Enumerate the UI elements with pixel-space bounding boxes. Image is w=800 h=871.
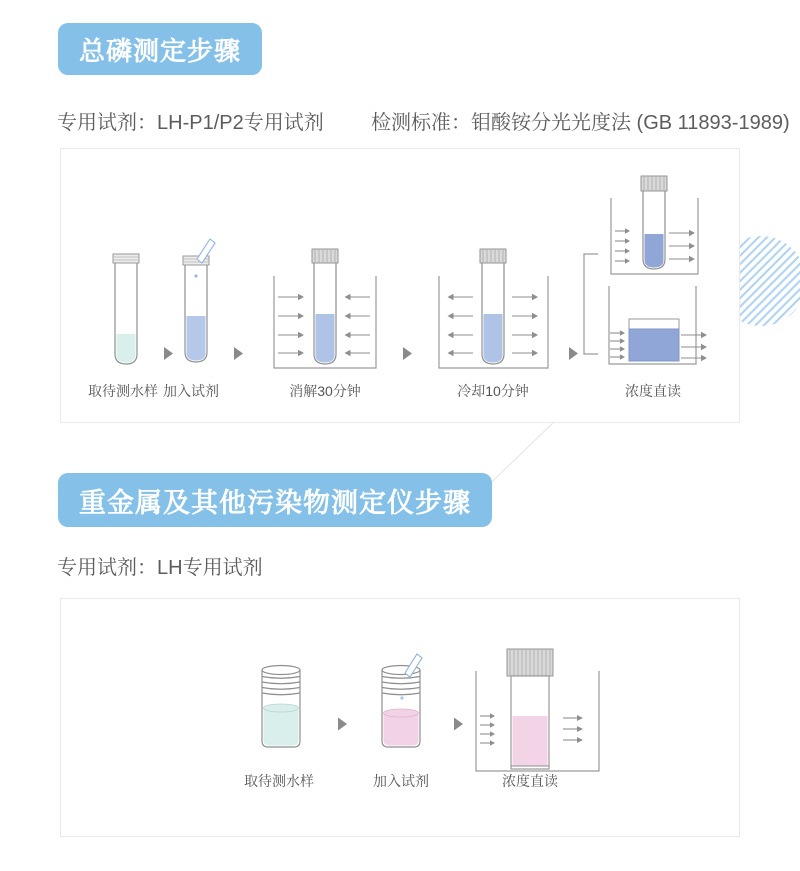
test-tube-sample bbox=[113, 254, 139, 364]
cooling-beaker bbox=[439, 249, 548, 368]
readout-cuvette-device bbox=[609, 286, 707, 364]
step-arrow-icon bbox=[454, 718, 463, 731]
step-label: 浓度直读 bbox=[502, 773, 558, 789]
bracket bbox=[584, 254, 598, 354]
procedure-diagram-heavy-metals bbox=[61, 599, 739, 836]
step-label: 加入试剂 bbox=[373, 773, 429, 789]
jar-sample bbox=[262, 666, 300, 748]
section-title-total-phosphorus: 总磷测定步骤 bbox=[58, 23, 262, 75]
step-label: 消解30分钟 bbox=[289, 383, 361, 399]
step-label: 浓度直读 bbox=[625, 383, 681, 399]
test-tube-reagent bbox=[183, 239, 215, 362]
step-label: 取待测水样 bbox=[88, 383, 158, 399]
step-label: 加入试剂 bbox=[163, 383, 219, 399]
step-arrow-icon bbox=[234, 347, 243, 360]
procedure-diagram-total-phosphorus bbox=[61, 149, 739, 422]
section-title-heavy-metals: 重金属及其他污染物测定仪步骤 bbox=[58, 473, 492, 527]
step-label: 取待测水样 bbox=[244, 773, 314, 789]
jar-reagent bbox=[382, 654, 422, 747]
step-label: 冷却10分钟 bbox=[457, 383, 529, 399]
step-arrow-icon bbox=[164, 347, 173, 360]
reagent-label-2: 专用试剂：LH专用试剂 bbox=[57, 557, 263, 579]
procedure-panel-total-phosphorus bbox=[60, 148, 740, 423]
standard-label: 检测标准：钼酸铵分光光度法 (GB 11893-1989) bbox=[371, 112, 790, 134]
readout-vial-device bbox=[476, 649, 599, 771]
step-arrow-icon bbox=[338, 718, 347, 731]
procedure-panel-heavy-metals bbox=[60, 598, 740, 837]
step-arrow-icon bbox=[403, 347, 412, 360]
reagent-label-1: 专用试剂：LH-P1/P2专用试剂 bbox=[57, 112, 324, 134]
step-arrow-icon bbox=[569, 347, 578, 360]
readout-tube-device bbox=[611, 176, 698, 274]
digest-beaker bbox=[274, 249, 376, 368]
